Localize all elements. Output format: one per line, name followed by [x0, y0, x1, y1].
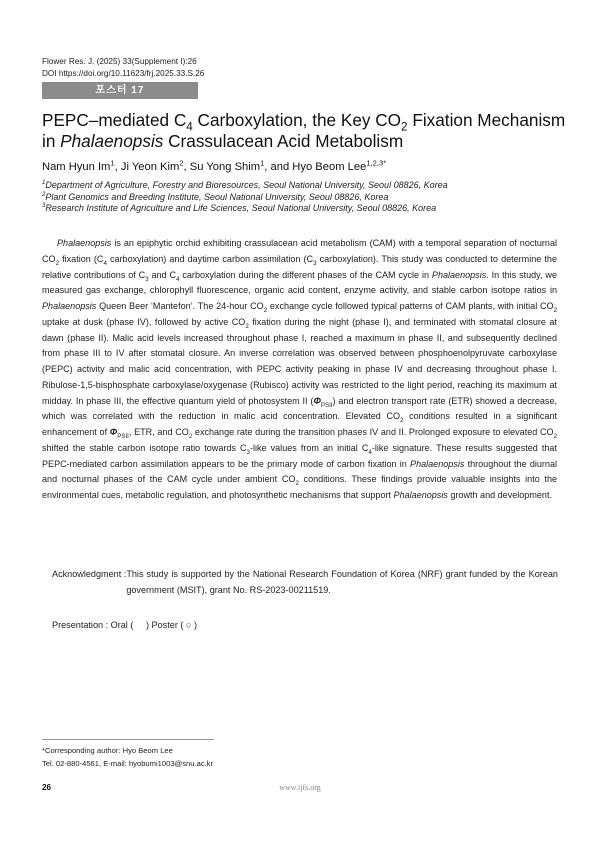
- corresponding-author: *Corresponding author: Hyo Beom Lee: [42, 746, 173, 755]
- abstract-text: shifted the stable carbon isotope ratio towards C: [42, 442, 247, 453]
- page-number: 26: [42, 783, 52, 792]
- subscript: 3: [145, 275, 149, 283]
- acknowledgment-text: This study is supported by the National Research Foundation of Korea (NRF) grant funded by the Korean government (MSIT), grant No. RS-2023-00211519.: [126, 569, 558, 595]
- genus-name: Phalaenopsis: [431, 269, 487, 280]
- genus-name: Phalaenopsis: [60, 131, 164, 151]
- abstract-text: -like values from an initial C: [249, 442, 369, 453]
- abstract-text: , ETR, and CO: [128, 427, 189, 437]
- contact-info: Tel. 02-880-4561, E-mail: hyobumi1003@snu.ac.kr: [42, 758, 214, 768]
- doi-line: DOI https://doi.org/10.11623/frj.2025.33.S.26: [42, 68, 205, 78]
- subscript: 2: [400, 417, 404, 425]
- abstract-text: carboxylation) and daytime carbon assimilation (C: [106, 253, 314, 264]
- subscript: 2: [188, 432, 193, 440]
- abstract-text: fixation during the night (phase I), and terminated with stomatal closure at dawn (phase II). Malic acid levels increased throughout phase I, reached a maximum in phase II, and subsequently declined from phase III to IV after stomatal closure. An inverse correlation was observed between phosphoenolpyruvate carboxylase (PEPC) activity and malic acid concentration, with PEPC activity peaking in phase IV and decreasing throughout phase I. Ribulose-1,5-bisphosphate carboxylase/oxygenase (Rubisco) activity was restricted to the light period, reaching its maximum at midday. In phase III, the effective quantum yield of photosystem II (: [42, 316, 557, 406]
- abstract-text: . In this study, we measured gas exchange, chlorophyll fluorescence, organic acid content, enzyme activity, and stable carbon isotope ratios in: [42, 269, 557, 296]
- subscript: 2: [295, 480, 299, 488]
- abstract-text: carboxylation). This study was conducted to determine the relative contributions of C: [42, 253, 557, 280]
- subscript: 4: [176, 275, 180, 283]
- abstract-text: carboxylation during the different phases of the CAM cycle in: [179, 269, 432, 280]
- author: Hyo Beom Lee: [292, 161, 367, 173]
- footnote-divider: [42, 739, 214, 740]
- affiliation-list: [42, 180, 448, 215]
- phi-symbol: Φ: [313, 395, 321, 406]
- abstract-text: exchange cycle followed typical patterns of CAM plants, with initial CO: [267, 301, 554, 311]
- author-list: Nam Hyun Im$^1$, Ji Yeon Kim$^2$, Su Yong Shim$^1$, and Hyo Beom Lee$^{1,2,3*}$: [42, 158, 387, 173]
- footnote: [42, 745, 213, 770]
- genus-name: Phalaenopsis: [57, 238, 112, 248]
- abstract-text: growth and development.: [447, 490, 552, 500]
- abstract-text: ) and electron transport rate (ETR) showed a decrease, which was correlated with the reduction in malic acid concentration. Elevated CO: [42, 395, 557, 422]
- poster-badge: 포스터 17: [42, 82, 198, 99]
- subscript: 2: [553, 432, 557, 440]
- subscript: 4: [103, 259, 107, 267]
- author: Ji Yeon Kim: [120, 161, 180, 173]
- author: Nam Hyun Im: [42, 161, 111, 173]
- acknowledgment: [52, 566, 558, 598]
- journal-url: www.ijfs.org: [279, 783, 321, 792]
- paper-title: PEPC–mediated $C_4$ Carboxylation, the Key $CO_2$ Fixation Mechanism in Phalaenopsis Crassulacean Acid Metabolism: [42, 110, 566, 151]
- author: Su Yong Shim: [189, 161, 261, 173]
- abstract-text: conditions. These findings provide valuable insights into the environmental cues, metabolic regulation, and photosynthetic mechanisms that support: [42, 474, 558, 500]
- affiliation: $^2$Plant Genomics and Breeding Institute, Seoul National University, Seoul 08826, Korea: [42, 190, 389, 202]
- subscript: 2: [245, 322, 249, 330]
- affiliation: $^3$Research Institute of Agriculture and Life Sciences, Seoul National University, Seoul 08826, Korea: [42, 202, 437, 213]
- subscript: PSII: [117, 432, 129, 440]
- abstract-text: throughout the diurnal and nocturnal phases of the CAM cycle under ambient CO: [42, 458, 557, 485]
- abstract-text: conditions resulted in a significant enhancement of: [42, 411, 557, 437]
- abstract-text: and C: [148, 269, 177, 280]
- abstract-text: exchange rate during the transition phases IV and II. Prolonged exposure to elevated CO: [192, 427, 554, 437]
- genus-name: Phalaenopsis: [393, 490, 448, 500]
- subscript: 2: [263, 306, 268, 314]
- abstract-text: uptake at dusk (phase IV), followed by active CO: [42, 316, 246, 327]
- journal-header: [42, 56, 204, 79]
- genus-name: Phalaenopsis: [410, 458, 465, 469]
- abstract-text: -like signature. These results suggested that PEPC-mediated carbon assimilation appears to be the primary mode of carbon fixation in: [42, 442, 557, 469]
- abstract-text: Queen Beer ‘Mantefon’. The 24-hour CO: [96, 301, 264, 311]
- genus-name: Phalaenopsis: [42, 301, 97, 311]
- acknowledgment-label: Acknowledgment :: [52, 569, 127, 579]
- phi-symbol: Φ: [109, 427, 118, 437]
- subscript: PSII: [320, 401, 333, 409]
- journal-citation: Flower Res. J. (2025) 33(Supplement I):26: [42, 57, 197, 66]
- subscript: 3: [313, 259, 317, 267]
- subscript: 4: [368, 448, 372, 456]
- abstract-paragraph: [42, 236, 557, 504]
- subscript: 3: [246, 448, 250, 456]
- abstract-text: fixation (C: [59, 253, 104, 264]
- abstract-text: is an epiphytic orchid exhibiting crassulacean acid metabolism (CAM) with a temporal separation of nocturnal CO: [42, 238, 557, 264]
- presentation-type: Presentation : Oral ( ) Poster ( ○ ): [52, 620, 197, 630]
- subscript: 2: [55, 259, 59, 267]
- subscript: 2: [553, 306, 557, 314]
- affiliation: $^1$Department of Agriculture, Forestry and Bioresources, Seoul National University, Seoul 08826, Korea: [42, 179, 448, 190]
